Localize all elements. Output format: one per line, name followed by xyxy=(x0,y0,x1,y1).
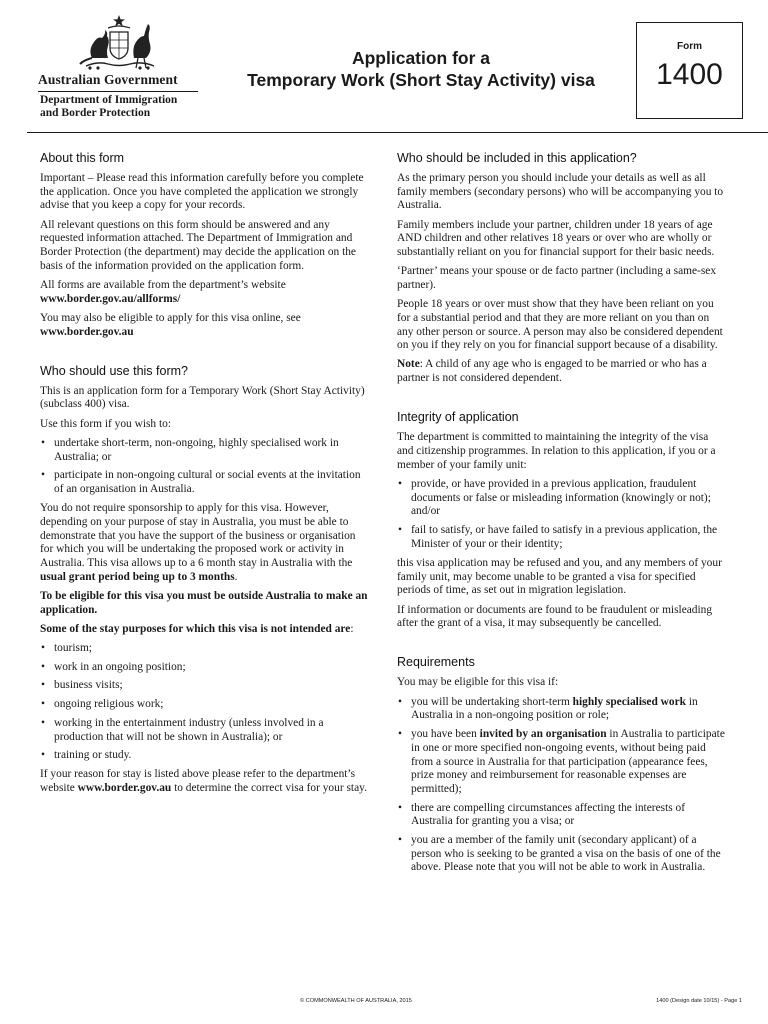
list-item: • training or study. xyxy=(40,749,368,763)
logo-divider xyxy=(38,91,198,92)
paragraph: As the primary person you should include your details as well as all family members (secondary persons) who will be accompanying you to Australia. xyxy=(397,172,724,212)
form-number-box xyxy=(636,22,743,119)
footer-copyright: © COMMONWEALTH OF AUSTRALIA, 2015 xyxy=(300,998,412,1004)
list-item: • work in an ongoing position; xyxy=(40,661,368,675)
paragraph xyxy=(40,590,368,617)
paragraph: Important – Please read this information carefully before you complete the application. Once you have completed the application we strongly advise that you keep a copy for your records. xyxy=(40,172,364,212)
paragraph: People 18 years or over must show that they have been reliant on you for a substantial period and that they are more reliant on you than on any other person or source. A person may also be considered dependent on you if they rely on you for financial support because of a disability. xyxy=(397,298,723,352)
form-title-line2: Temporary Work (Short Stay Activity) visa xyxy=(247,70,595,90)
paragraph xyxy=(40,623,368,637)
list-text: in Australia in a non-ongoing position or role; xyxy=(411,695,698,722)
paragraph-text: All forms are available from the department’s website xyxy=(40,278,286,291)
form-title-line1: Application for a xyxy=(351,48,491,68)
paragraph xyxy=(40,312,368,339)
paragraph xyxy=(40,502,368,584)
department-name-line2: and Border Protection xyxy=(40,107,151,119)
paragraph-text: If your reason for stay is listed above please refer to the department’s website xyxy=(40,768,356,795)
grant-period-text: usual grant period being up to 3 months xyxy=(40,570,235,583)
list-item: • working in the entertainment industry (unless involved in a production that will not be shown in Australia); or xyxy=(40,717,368,744)
department-name-line1: Department of Immigration xyxy=(40,94,178,106)
website-link[interactable]: www.border.gov.au xyxy=(40,325,134,338)
allforms-link[interactable]: www.border.gov.au/allforms/ xyxy=(40,292,181,305)
list-emphasis: highly specialised work xyxy=(572,695,686,708)
section-heading-requirements: Requirements xyxy=(397,655,475,670)
list-item: • there are compelling circumstances affecting the interests of Australia for granting you a visa; or xyxy=(397,802,727,829)
list-text: you have been xyxy=(411,728,477,741)
not-intended-heading: Some of the stay purposes for which this visa is not intended are xyxy=(40,622,351,635)
list-item: • you are a member of the family unit (secondary applicant) of a person who is seeking to be granted a visa on the basis of one of the above. Please note that you will not be able to work in Australia. xyxy=(397,834,727,875)
punctuation: . xyxy=(234,570,238,583)
punctuation: : xyxy=(350,622,354,635)
left-column xyxy=(40,142,368,801)
paragraph: All relevant questions on this form should be answered and any requested information attached. The Department of Immigration and Border Protection (the department) may decide the application on the basis of the information provided on the application form. xyxy=(40,218,356,272)
section-heading-integrity: Integrity of application xyxy=(397,410,519,425)
paragraph: You may be eligible for this visa if: xyxy=(397,676,559,689)
section-heading-who-use: Who should use this form? xyxy=(40,363,188,378)
list-item: • ongoing religious work; xyxy=(40,698,368,712)
integrity-list xyxy=(397,478,727,552)
section-heading-about: About this form xyxy=(40,151,125,165)
paragraph xyxy=(40,279,368,306)
paragraph xyxy=(40,768,368,795)
note-label: Note xyxy=(397,358,420,371)
list-emphasis: invited by an organisation xyxy=(479,728,607,741)
government-name: Australian Government xyxy=(38,72,178,87)
list-item: • undertake short-term, non-ongoing, highly specialised work in Australia; or xyxy=(40,437,368,464)
list-item: • provide, or have provided in a previous application, fraudulent documents or false or misleading information (knowingly or not); and/or xyxy=(397,478,727,519)
list-item: • participate in non-ongoing cultural or social events at the invitation of an organisation in Australia. xyxy=(40,469,368,496)
footer-page-info: 1400 (Design date 10/15) - Page 1 xyxy=(656,998,742,1004)
note-text: : A child of any age who is engaged to be married or who has a partner is not considered dependent. xyxy=(397,358,707,385)
paragraph-text: You may also be eligible to apply for this visa online, see xyxy=(40,311,301,324)
form-label: Form xyxy=(677,41,702,52)
paragraph: this visa application may be refused and you, and any members of your family unit, may become unable to be granted a visa for specified periods of time, as set out in migration legislation. xyxy=(397,556,722,597)
section-heading-who-included: Who should be included in this application? xyxy=(397,151,637,165)
list-item xyxy=(397,696,727,723)
header-divider xyxy=(27,132,768,133)
list-item: • tourism; xyxy=(40,642,368,656)
paragraph-text: to determine the correct visa for your stay. xyxy=(174,782,367,795)
website-link[interactable]: www.border.gov.au xyxy=(77,782,172,795)
list-text: in Australia to participate in one or more specified non-ongoing events, without being paid from a source in Australia for that participation (appearance fees, prize money and reimbursement for reasonable expenses are permitted); xyxy=(411,728,725,795)
list-item: • business visits; xyxy=(40,679,368,693)
paragraph: ‘Partner’ means your spouse or de facto partner (including a same-sex partner). xyxy=(397,265,717,291)
list-item: • fail to satisfy, or have failed to satisfy in a previous application, the Minister of your or their identity; xyxy=(397,524,727,551)
list-item xyxy=(397,728,727,797)
paragraph-text: You do not require sponsorship to apply for this visa. However, depending on your purpose of stay in Australia, you must be able to demonstrate that you have the support of the business or organisation for which you will be undertaking the proposed work or activity in Australia. This visa allows up to a 6 month stay in Australia with the xyxy=(40,502,356,569)
eligibility-note: To be eligible for this visa you must be outside Australia to make an application. xyxy=(40,589,368,616)
coat-of-arms-icon xyxy=(78,14,160,72)
list-text: you will be undertaking short-term xyxy=(411,695,570,708)
paragraph xyxy=(397,358,727,385)
right-column xyxy=(397,142,727,881)
paragraph: Use this form if you wish to: xyxy=(40,417,171,430)
requirements-list xyxy=(397,696,727,875)
paragraph: The department is committed to maintaining the integrity of the visa and citizenship programmes. In relation to this application, if you or a member of your family unit: xyxy=(397,431,716,471)
form-number: 1400 xyxy=(656,58,723,91)
paragraph: This is an application form for a Temporary Work (Short Stay Activity) (subclass 400) visa. xyxy=(40,384,365,411)
not-intended-list xyxy=(40,642,368,763)
purpose-list xyxy=(40,437,368,497)
paragraph: Family members include your partner, children under 18 years of age AND children and other relatives 18 years or over who are wholly or substantially reliant on you for financial support for their basic needs. xyxy=(397,218,715,259)
paragraph: If information or documents are found to be fraudulent or misleading after the grant of a visa, it may subsequently be cancelled. xyxy=(397,603,713,630)
